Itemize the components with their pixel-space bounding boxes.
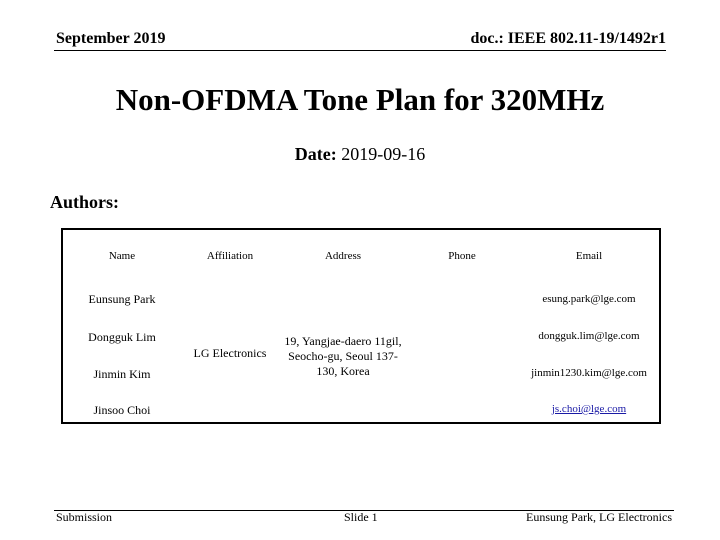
date-label: Date: (294, 144, 337, 164)
slide-title: Non-OFDMA Tone Plan for 320MHz (115, 82, 605, 117)
author-name: Eunsung Park (88, 292, 156, 306)
header-phone: Phone (448, 250, 476, 262)
author-name: Jinsoo Choi (93, 403, 151, 417)
header-doc-id: doc.: IEEE 802.11-19/1492r1 (470, 30, 666, 47)
author-table (61, 228, 661, 424)
footer-slide-number: Slide 1 (344, 510, 378, 524)
author-email: dongguk.lim@lge.com (538, 330, 640, 342)
date-line (0, 144, 720, 165)
author-email: esung.park@lge.com (542, 293, 636, 305)
author-affiliation: LG Electronics (193, 346, 267, 360)
author-address: 19, Yangjae-daero 11gil, Seocho-gu, Seoul 137-130, Korea (284, 334, 402, 378)
footer-submission: Submission (56, 510, 113, 524)
footer-author: Eunsung Park, LG Electronics (526, 510, 672, 524)
header-date: September 2019 (56, 30, 166, 47)
authors-label: Authors: (50, 192, 120, 212)
header-affiliation: Affiliation (206, 250, 254, 262)
date-value: 2019-09-16 (341, 144, 426, 164)
author-email-link[interactable]: js.choi@lge.com (551, 403, 627, 415)
header-email: Email (575, 250, 603, 262)
header-divider (54, 50, 666, 51)
header-address: Address (324, 250, 362, 262)
author-name: Dongguk Lim (88, 330, 156, 344)
header-name: Name (108, 250, 136, 262)
author-email: jinmin1230.kim@lge.com (531, 367, 647, 379)
author-name: Jinmin Kim (93, 367, 151, 381)
